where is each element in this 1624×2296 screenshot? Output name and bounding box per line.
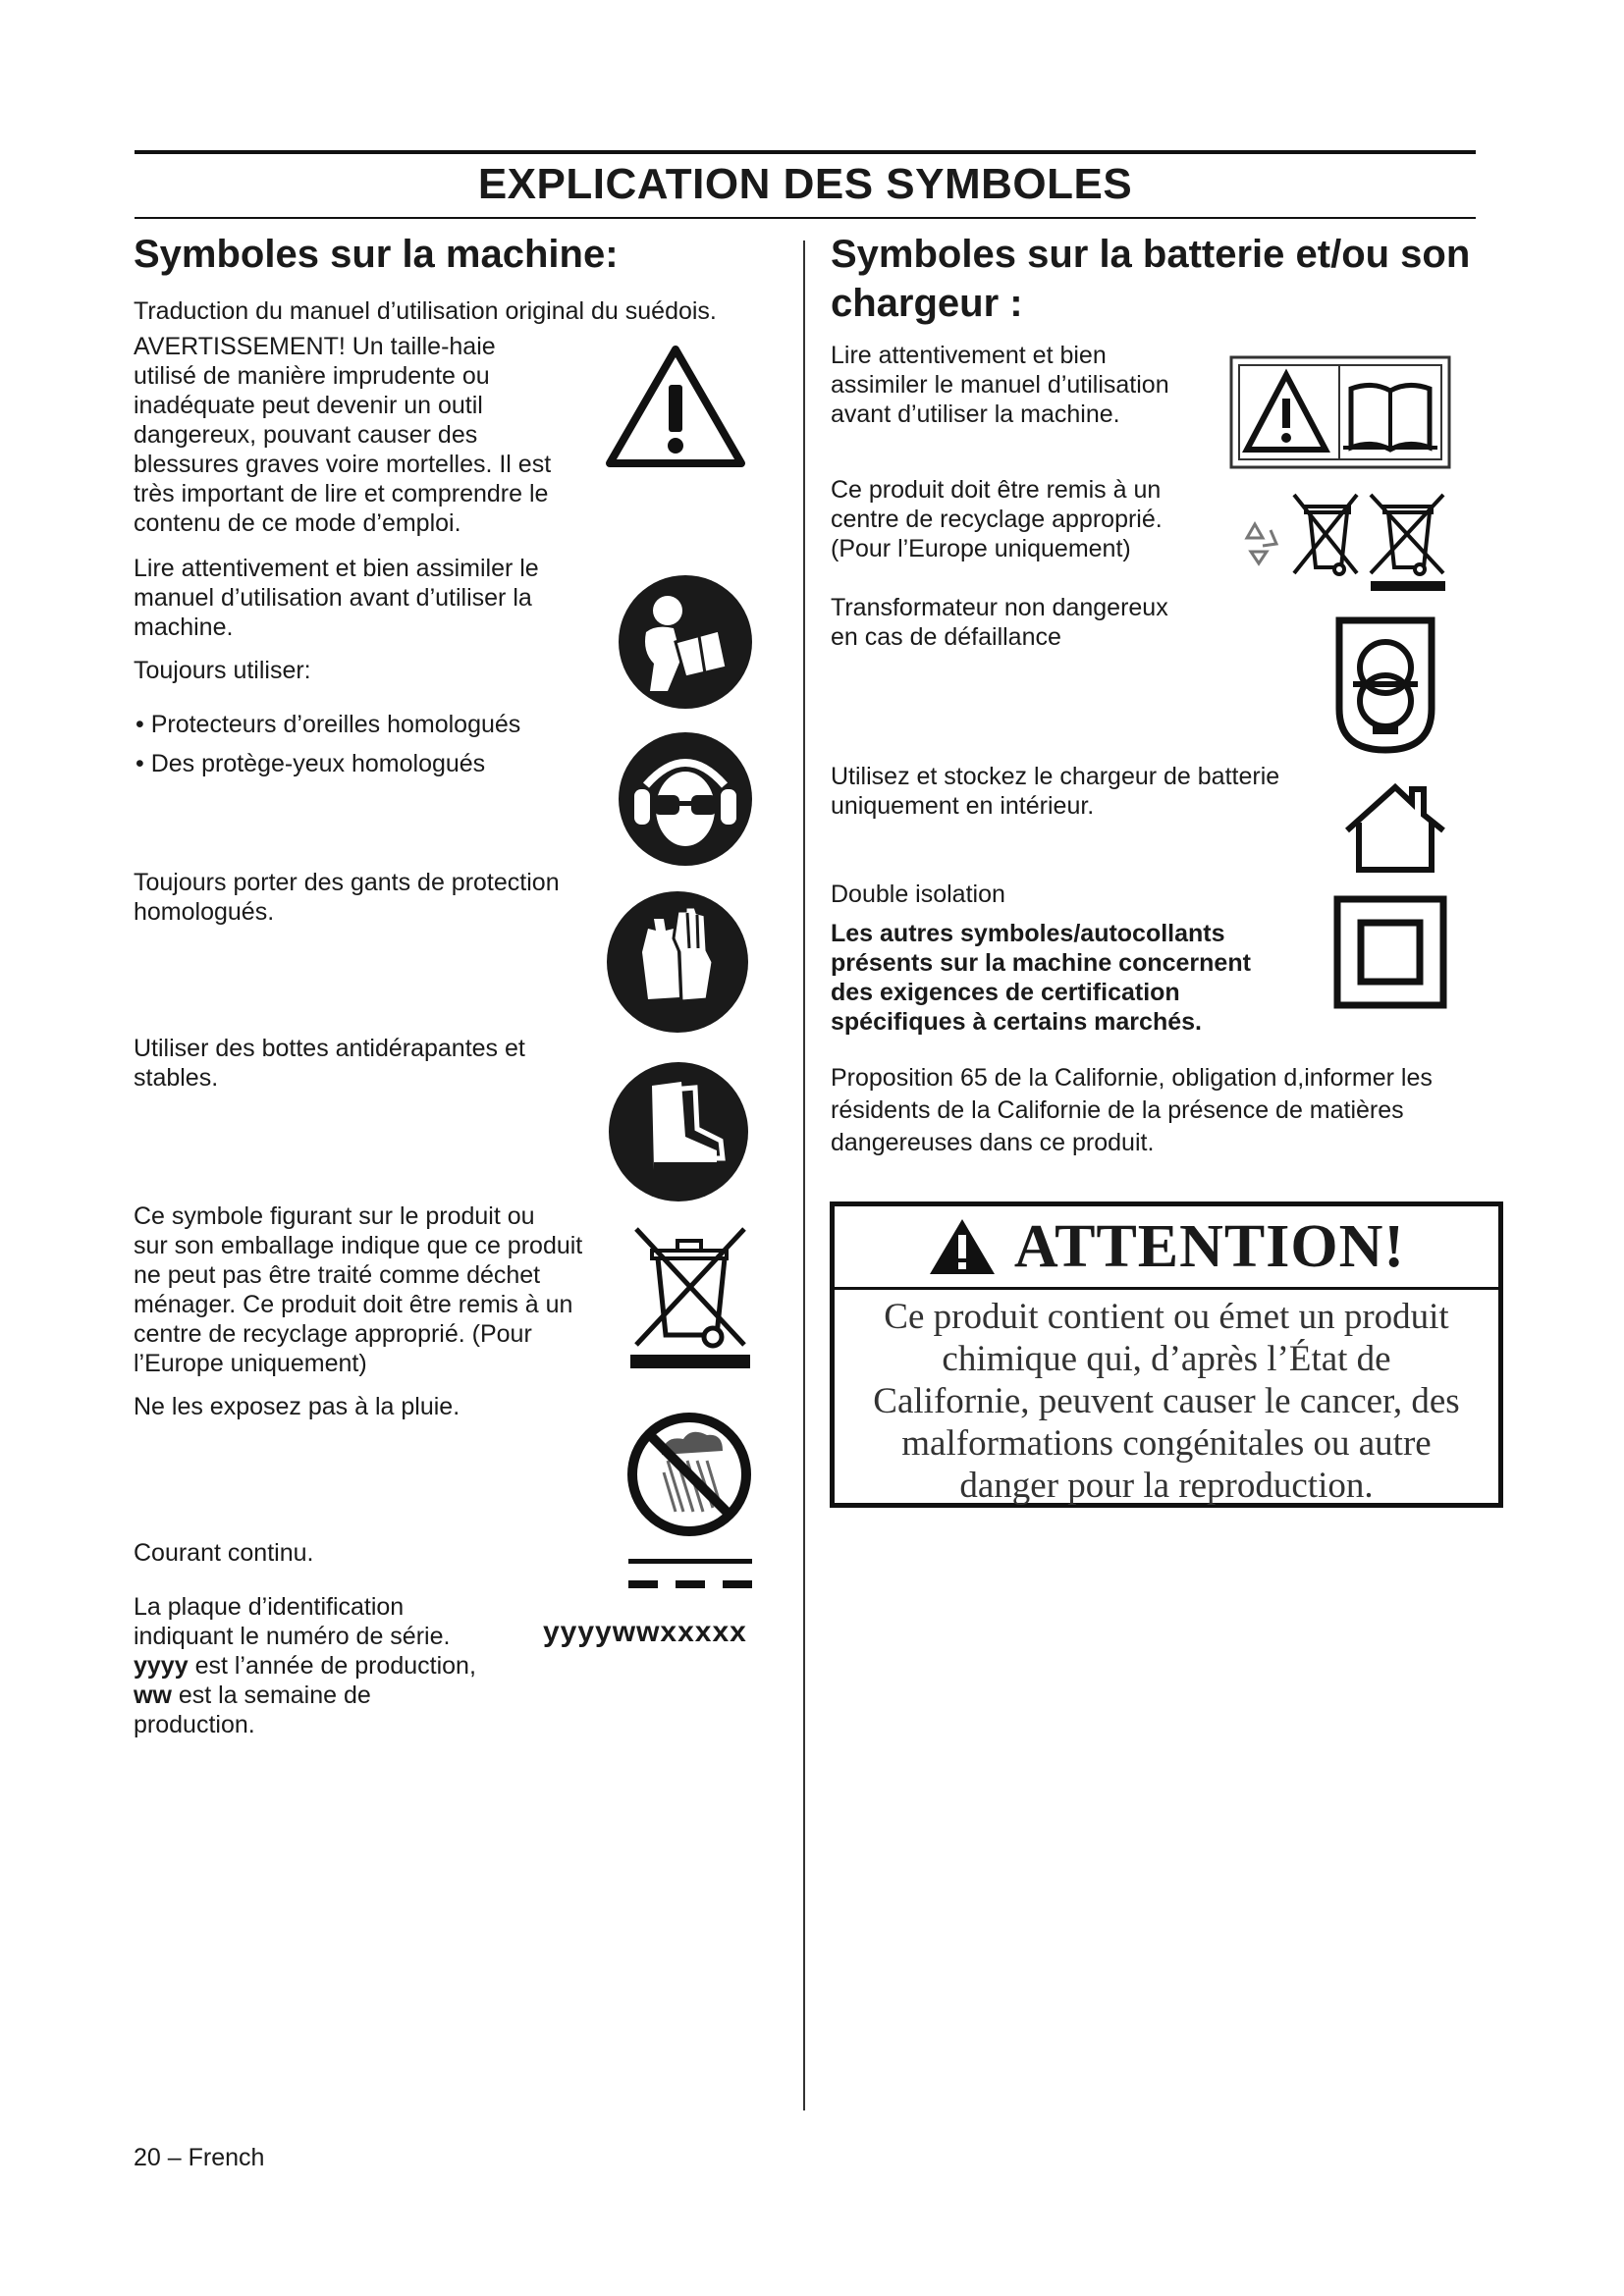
- attention-line: danger pour la reproduction.: [959, 1466, 1374, 1506]
- boots-line: Utiliser des bottes antidérapantes et: [134, 1035, 525, 1062]
- attention-line: Californie, peuvent causer le cancer, des: [873, 1381, 1460, 1421]
- bullet-eye-protection: • Des protège-yeux homologués: [135, 750, 486, 777]
- attention-box: [830, 1201, 1503, 1508]
- bullet-label: Protecteurs d’oreilles homologués: [150, 711, 521, 738]
- yyyy-text: est l’année de production,: [188, 1652, 476, 1680]
- prop65-line: Proposition 65 de la Californie, obligation d,informer les: [831, 1064, 1433, 1092]
- weee-line: centre de recyclage approprié. (Pour: [134, 1320, 532, 1348]
- attention-line: chimique qui, d’après l’État de: [942, 1339, 1391, 1379]
- warning-line: contenu de ce mode d’emploi.: [134, 509, 461, 537]
- attention-line: Ce produit contient ou émet un produit: [884, 1297, 1449, 1337]
- warning-label: AVERTISSEMENT!: [134, 333, 346, 360]
- right-read-manual-line: avant d’utiliser la machine.: [831, 400, 1120, 428]
- yyyy-key: yyyy: [134, 1652, 189, 1680]
- read-manual-line: manuel d’utilisation avant d’utiliser la: [134, 584, 532, 612]
- right-recycle-line: centre de recyclage approprié.: [831, 506, 1163, 533]
- attention-title: ATTENTION!: [1013, 1212, 1406, 1280]
- gloves-text: [134, 868, 560, 927]
- warning-triangle-icon: [604, 344, 747, 469]
- plate-line: La plaque d’identification: [134, 1593, 405, 1621]
- ww-text: est la semaine de: [171, 1682, 371, 1709]
- page-title: EXPLICATION DES SYMBOLES: [477, 160, 1133, 208]
- transformer-line: Transformateur non dangereux: [831, 594, 1168, 621]
- attention-line: malformations congénitales ou autre: [901, 1423, 1432, 1464]
- prop65-line: dangereuses dans ce produit.: [831, 1129, 1155, 1156]
- prop65-line: résidents de la Californie de la présence de matières: [831, 1096, 1404, 1124]
- right-recycle-text: [831, 475, 1163, 563]
- always-use-text: Toujours utiliser:: [134, 657, 311, 684]
- bullet-ear-protection: • Protecteurs d’oreilles homologués: [135, 711, 521, 738]
- right-recycle-line: (Pour l’Europe uniquement): [831, 535, 1131, 562]
- other-symbols-line: spécifiques à certains marchés.: [831, 1008, 1202, 1036]
- warning-line: inadéquate peut devenir un outil: [134, 392, 483, 419]
- title-underline: [135, 217, 1476, 219]
- warning-line: dangereux, pouvant causer des: [134, 421, 478, 449]
- right-heading-line: Symboles sur la batterie et/ou son: [831, 233, 1471, 276]
- boots-text: [134, 1034, 525, 1093]
- production-line: production.: [134, 1711, 255, 1738]
- bullet-label: Des protège-yeux homologués: [150, 750, 486, 777]
- ww-key: ww: [134, 1682, 172, 1709]
- right-heading-line: chargeur :: [831, 282, 1023, 325]
- other-symbols-text: [831, 919, 1251, 1037]
- indoor-line: uniquement en intérieur.: [831, 792, 1095, 820]
- warning-line: utilisé de manière imprudente ou: [134, 362, 490, 390]
- other-symbols-line: des exigences de certification: [831, 979, 1180, 1006]
- right-read-manual-line: assimiler le manuel d’utilisation: [831, 371, 1169, 399]
- other-symbols-line: Les autres symboles/autocollants: [831, 920, 1225, 947]
- read-manual-text: [134, 554, 539, 642]
- weee-text: [134, 1201, 582, 1378]
- warning-line: blessures graves voire mortelles. Il est: [134, 451, 552, 478]
- transformer-icon: [1333, 614, 1437, 756]
- ear-eye-protection-icon: [617, 730, 754, 868]
- right-read-manual-text: [831, 341, 1169, 429]
- warning-line: Un taille-haie: [352, 333, 496, 360]
- indoor-line: Utilisez et stockez le chargeur de batterie: [831, 763, 1280, 790]
- attention-body: [835, 1290, 1498, 1507]
- transformer-text: [831, 593, 1168, 652]
- double-insulation-icon: [1333, 895, 1447, 1009]
- warning-line: très important de lire et comprendre le: [134, 480, 549, 507]
- warning-text: [134, 332, 605, 538]
- crossed-bin-icon: [626, 1221, 754, 1378]
- weee-line: sur son emballage indique que ce produit: [134, 1232, 583, 1259]
- other-symbols-line: présents sur la machine concernent: [831, 949, 1251, 977]
- plate-text: [134, 1592, 476, 1739]
- dc-text: Courant continu.: [134, 1539, 314, 1567]
- read-manual-line: machine.: [134, 614, 234, 641]
- boots-icon: [607, 1060, 750, 1203]
- gloves-line: homologués.: [134, 898, 275, 926]
- top-rule: [135, 150, 1476, 154]
- dc-current-icon: [628, 1557, 752, 1592]
- double-insulation-text: Double isolation: [831, 881, 1005, 908]
- rain-text: Ne les exposez pas à la pluie.: [134, 1393, 460, 1420]
- plate-line: indiquant le numéro de série.: [134, 1623, 451, 1650]
- prop65-text: [831, 1062, 1433, 1159]
- recycle-bins-icon: [1241, 489, 1451, 591]
- weee-line: ménager. Ce produit doit être remis à un: [134, 1291, 573, 1318]
- boots-line: stables.: [134, 1064, 219, 1092]
- gloves-icon: [605, 889, 750, 1035]
- weee-line: ne peut pas être traité comme déchet: [134, 1261, 541, 1289]
- house-indoor-icon: [1343, 781, 1447, 876]
- no-rain-icon: [624, 1410, 754, 1539]
- transformer-line: en cas de défaillance: [831, 623, 1061, 651]
- translation-note: Traduction du manuel d’utilisation original du suédois.: [134, 297, 717, 325]
- right-section-heading: [831, 230, 1498, 328]
- serial-code: yyyywwxxxxx: [543, 1616, 747, 1648]
- page-footer: 20 – French: [134, 2144, 265, 2171]
- left-section-heading: Symboles sur la machine:: [134, 233, 619, 276]
- right-recycle-line: Ce produit doit être remis à un: [831, 476, 1162, 504]
- indoor-text: [831, 762, 1279, 821]
- read-manual-line: Lire attentivement et bien assimiler le: [134, 555, 539, 582]
- column-divider: [803, 240, 805, 2110]
- weee-line: l’Europe uniquement): [134, 1350, 367, 1377]
- attention-warning-icon: [928, 1217, 997, 1276]
- warning-book-icon: [1229, 355, 1451, 469]
- gloves-line: Toujours porter des gants de protection: [134, 869, 560, 896]
- read-manual-icon: [617, 573, 754, 711]
- weee-line: Ce symbole figurant sur le produit ou: [134, 1202, 535, 1230]
- attention-header: [835, 1206, 1498, 1290]
- right-read-manual-line: Lire attentivement et bien: [831, 342, 1107, 369]
